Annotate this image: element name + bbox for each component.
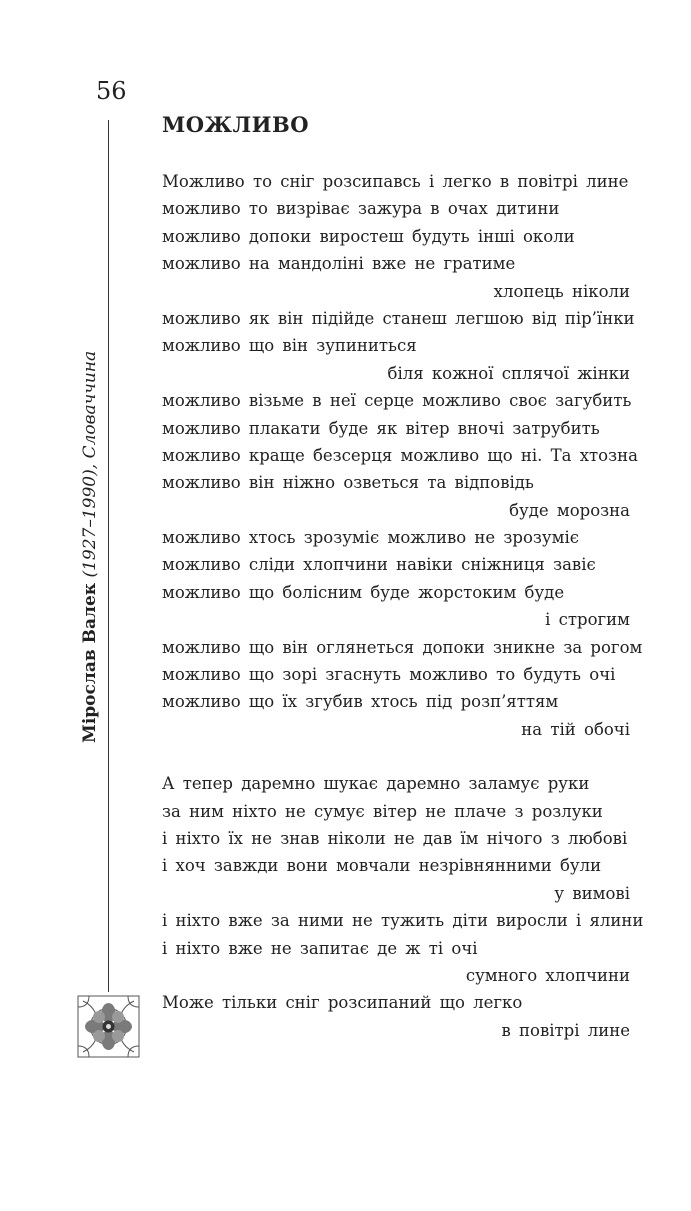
poem-line-continuation: хлопець ніколи — [493, 281, 630, 301]
poem-line-continuation: і строгим — [545, 610, 630, 630]
poem-line: за ним ніхто не сумує вітер не плаче з розлуки — [162, 801, 603, 821]
poem-title: МОЖЛИВО — [162, 112, 310, 137]
poem-line: і хоч завжди вони мовчали незрівнянними були — [162, 856, 602, 876]
poem-line: Може тільки сніг розсипаний що легко — [162, 993, 523, 1013]
poem-line: можливо допоки виростеш будуть інші околи — [162, 226, 575, 246]
poem-line: можливо що він оглянеться допоки зникне за рогом — [162, 637, 643, 657]
poem-line: можливо краще безсерця можливо що ні. Та хтозна — [162, 445, 638, 465]
poem-line: можливо на мандоліні вже не гратиме — [162, 254, 516, 274]
poem-line: можливо що болісним буде жорстоким буде — [162, 582, 565, 602]
poem-line: і ніхто вже за ними не тужить діти виросли і ялини — [162, 911, 644, 931]
poem-body — [162, 168, 644, 1044]
author-caption — [80, 351, 100, 743]
poem-line: можливо плакати буде як вітер вночі затрубить — [162, 418, 600, 438]
author-country: Словаччина — [80, 350, 100, 459]
poem-line-continuation: на тій обочі — [521, 719, 630, 739]
flower-ornament-icon — [75, 993, 142, 1060]
poem-line: можливо сліди хлопчини навіки сніжниця завіє — [162, 555, 596, 575]
poem-stanza — [162, 168, 643, 743]
poem-line: А тепер даремно шукає даремно заламує руки — [162, 774, 590, 794]
poem-line-continuation: сумного хлопчини — [465, 965, 630, 985]
author-years: (1927–1990), — [80, 463, 100, 578]
poem-line: можливо що зорі згаснуть можливо то будуть очі — [162, 665, 616, 685]
poem-line: можливо що він зупиниться — [162, 336, 417, 356]
poem-line-continuation: буде морозна — [509, 500, 630, 520]
poem-line: можливо він ніжно озветься та відповідь — [162, 473, 534, 493]
poem-line-continuation: у вимові — [554, 883, 630, 903]
poem-line: Можливо то сніг розсипавсь і легко в повітрі лине — [162, 172, 629, 191]
poem-line: можливо візьме в неї серце можливо своє загубить — [162, 391, 632, 411]
poem-stanza — [162, 770, 644, 1044]
poem-line: можливо то визріває зажура в очах дитини — [162, 199, 560, 219]
poem-line-continuation: в повітрі лине — [501, 1020, 630, 1040]
poem-line: і ніхто їх не знав ніколи не дав їм нічого з любові — [162, 828, 628, 848]
poem-line: можливо як він підійде станеш легшою від пір’їнки — [162, 308, 635, 328]
author-name: Мірослав Валек — [80, 582, 100, 743]
page-number: 56 — [96, 77, 127, 105]
margin-rule — [108, 120, 109, 992]
poem-line: і ніхто вже не запитає де ж ті очі — [162, 938, 478, 958]
poem-line-continuation: біля кожної сплячої жінки — [387, 363, 630, 383]
poem-line: можливо що їх згубив хтось під розп’яттям — [162, 692, 559, 712]
poem-line: можливо хтось зрозуміє можливо не зрозуміє — [162, 528, 579, 548]
